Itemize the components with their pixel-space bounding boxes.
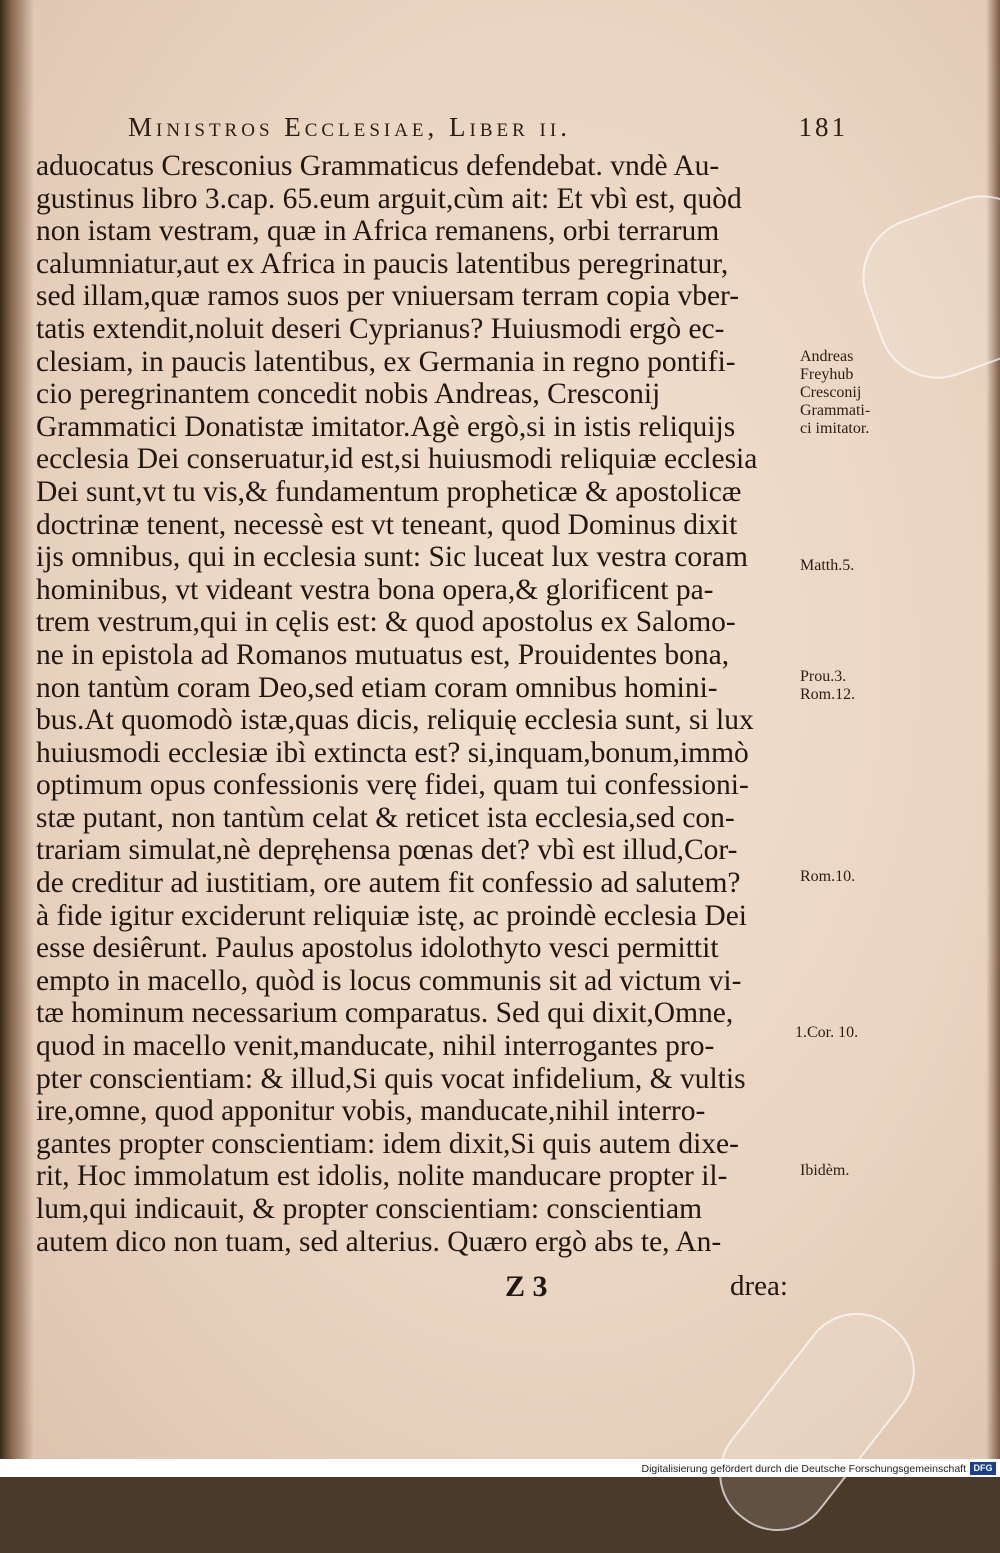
text-line: trem vestrum,qui in cęlis est: & quod apostolus ex Salomo- xyxy=(36,606,736,639)
margin-note-proverbs-romans: Prou.3. Rom.12. xyxy=(800,668,856,703)
text-line: hominibus, vt videant vestra bona opera,& glorificent pa- xyxy=(36,573,714,606)
text-line: empto in macello, quòd is locus communis sit ad victum vi- xyxy=(36,964,742,997)
text-line: non tantùm coram Deo,sed etiam coram omnibus homini- xyxy=(36,671,718,704)
text-line: non istam vestram, quæ in Africa remanens, orbi terrarum xyxy=(36,215,720,248)
margin-note-matthew: Matth.5. xyxy=(800,557,855,574)
text-line: quod in macello venit,manducate, nihil interrogantes pro- xyxy=(36,1030,715,1063)
text-line: rit, Hoc immolatum est idolis, nolite manducare propter il- xyxy=(36,1160,728,1193)
text-line: lum,qui indicauit, & propter conscientiam: conscientiam xyxy=(36,1193,703,1225)
text-line: gustinus libro 3.cap. 65.eum arguit,cùm ait: Et vbì est, quòd xyxy=(36,182,742,215)
text-line: bus.At quomodò istæ,quas dicis, reliquię ecclesia sunt, si lux xyxy=(36,704,754,737)
catchword: drea: xyxy=(730,1270,788,1302)
credit-bar xyxy=(0,1459,1000,1477)
text-line: ne in epistola ad Romanos mutuatus est, Prouidentes bona, xyxy=(36,638,730,671)
text-line: Grammatici Donatistæ imitator.Agè ergò,si in istis reliquijs xyxy=(36,410,736,443)
text-line: doctrinæ tenent, necessè est vt teneant, quod Dominus dixit xyxy=(36,508,738,541)
gutter-shadow xyxy=(0,0,34,1477)
text-line: tæ hominum necessarium comparatus. Sed qui dixit,Omne, xyxy=(36,997,734,1030)
text-line: aduocatus Cresconius Grammaticus defendebat. vndè Au- xyxy=(36,150,720,182)
signature-mark: Z 3 xyxy=(505,1270,548,1303)
text-line: sed illam,quæ ramos suos per vniuersam terram copia vber- xyxy=(36,280,740,313)
text-line: clesiam, in paucis latentibus, ex Germania in regno pontifi- xyxy=(36,345,736,378)
text-line: stæ putant, non tantùm celat & reticet ista ecclesia,sed con- xyxy=(36,801,735,834)
text-line: ecclesia Dei conseruatur,id est,si huiusmodi reliquiæ ecclesia xyxy=(36,443,758,476)
text-line: calumniatur,aut ex Africa in paucis latentibus peregrinatur, xyxy=(36,247,729,280)
page-number: 181 xyxy=(798,112,848,142)
running-title: Ministros Ecclesiae, Liber ii. xyxy=(128,112,571,142)
text-line: ire,omne, quod apponitur vobis, manducate,nihil interro- xyxy=(36,1095,706,1128)
margin-note-andreas: Andreas Freyhub Cresconij Grammati- ci imitator. xyxy=(800,348,871,437)
dfg-logo: DFG xyxy=(970,1462,996,1475)
page-clip-bottom xyxy=(697,1291,937,1553)
margin-note-corinthians: 1.Cor. 10. xyxy=(795,1024,859,1041)
text-line: optimum opus confessionis verę fidei, quam tui confessioni- xyxy=(36,769,749,802)
text-line: esse desiêrunt. Paulus apostolus idolothyto vesci permittit xyxy=(36,932,719,965)
text-line: à fide igitur exciderunt reliquiæ istę, ac proindè ecclesia Dei xyxy=(36,899,747,932)
text-line: huiusmodi ecclesiæ ibì extincta est? si,inquam,bonum,immò xyxy=(36,736,749,769)
text-line: Dei sunt,vt tu vis,& fundamentum propheticæ & apostolicæ xyxy=(36,475,742,508)
text-line: autem dico non tuam, sed alterius. Quæro ergò abs te, An- xyxy=(36,1225,722,1258)
running-head xyxy=(128,112,848,148)
margin-note-romans-10: Rom.10. xyxy=(800,868,856,885)
credit-text: Digitalisierung gefördert durch die Deutsche Forschungsgemeinschaft xyxy=(641,1463,966,1475)
text-line: gantes propter conscientiam: idem dixit,Si quis autem dixe- xyxy=(36,1127,739,1160)
text-line: de creditur ad iustitiam, ore autem fit confessio ad salutem? xyxy=(36,867,741,900)
text-line: trariam simulat,nè depręhensa pœnas det? vbì est illud,Cor- xyxy=(36,834,738,867)
margin-note-ibidem: Ibidèm. xyxy=(800,1162,850,1179)
text-line: pter conscientiam: & illud,Si quis vocat infidelium, & vultis xyxy=(36,1062,746,1095)
body-text xyxy=(36,150,796,1258)
text-line: ijs omnibus, qui in ecclesia sunt: Sic luceat lux vestra coram xyxy=(36,541,748,574)
text-line: tatis extendit,noluit deseri Cyprianus? Huiusmodi ergò ec- xyxy=(36,312,725,345)
text-line: cio peregrinantem concedit nobis Andreas, Cresconij xyxy=(36,378,661,411)
